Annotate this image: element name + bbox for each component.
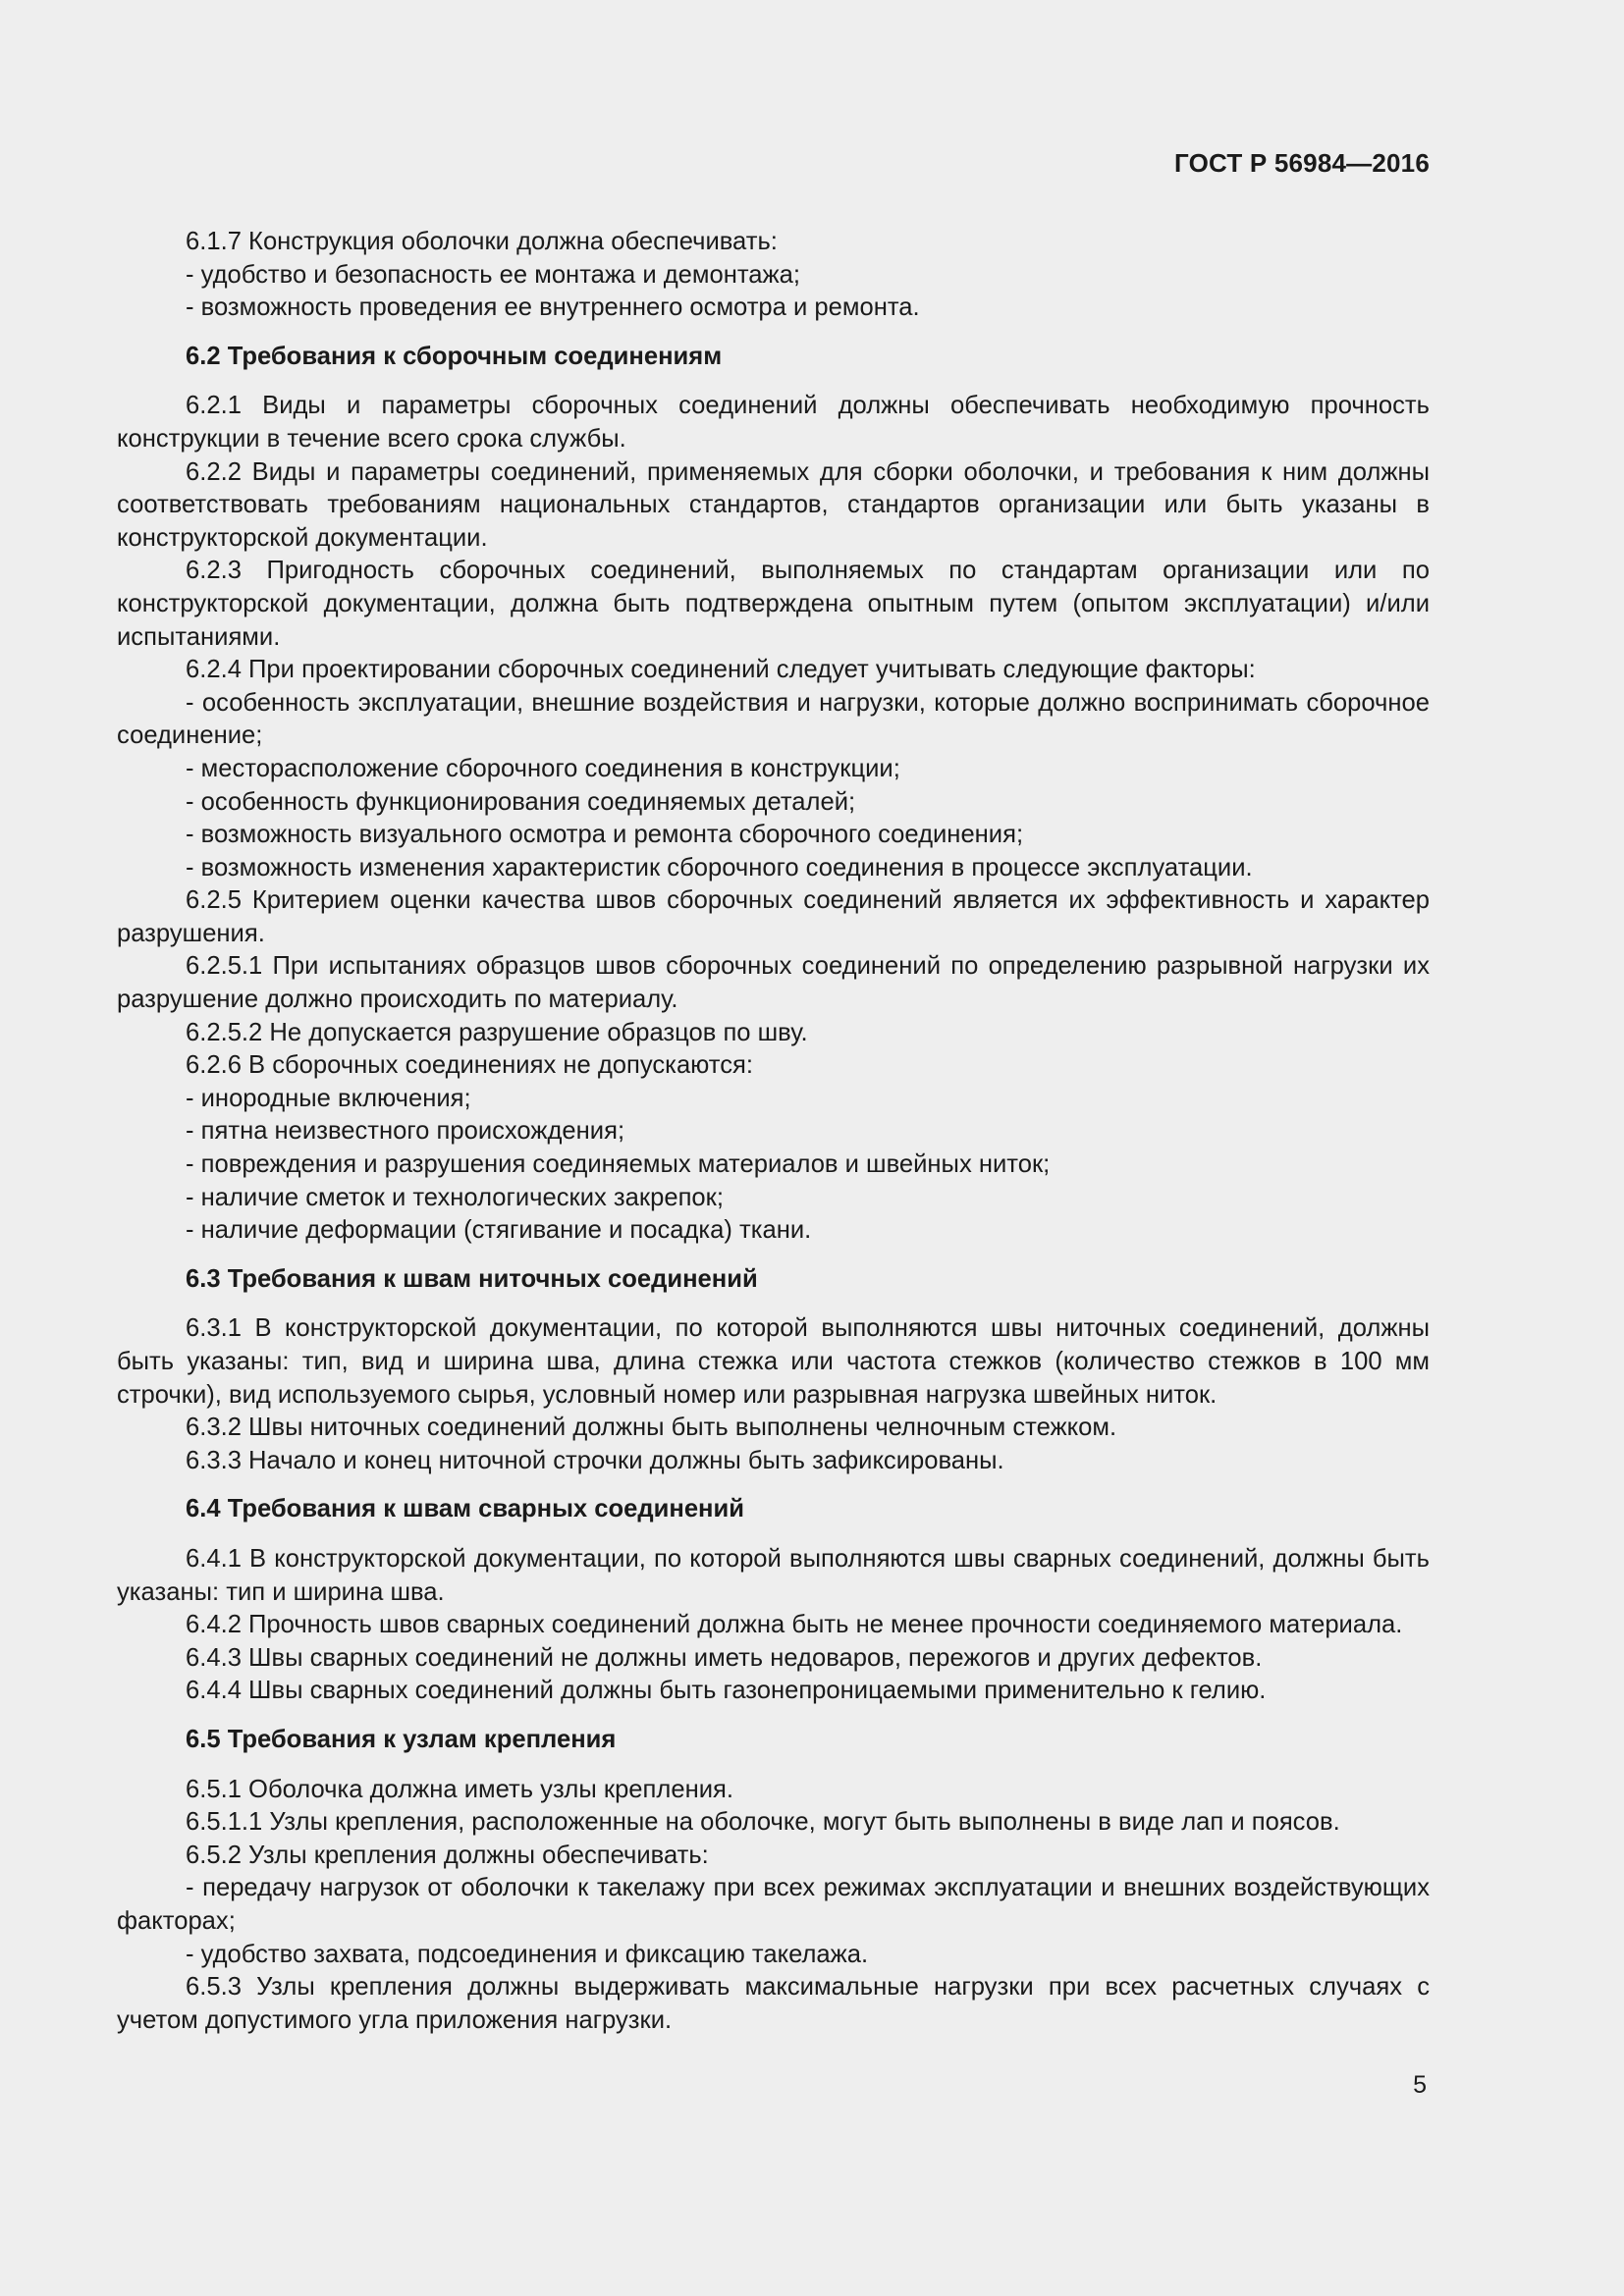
paragraph: 6.5.1 Оболочка должна иметь узлы крепления. xyxy=(186,1775,733,1803)
paragraph: 6.5.3 Узлы крепления должны выдерживать максимальные нагрузки при всех расчетных случаях с учетом допустимого угла приложения нагрузки. xyxy=(117,1973,1430,2034)
paragraph: 6.3.3 Начало и конец ниточной строчки должны быть зафиксированы. xyxy=(186,1446,1004,1474)
paragraph: - особенность эксплуатации, внешние воздействия и нагрузки, которые должно воспринимать сборочное соединение; xyxy=(117,688,1430,750)
paragraph: 6.3.1 В конструкторской документации, по которой выполняются швы ниточных соединений, должны быть указаны: тип, вид и ширина шва, длина стежка или частота стежков (количество стежков в 100 мм строчки), вид используемого сырья, условный номер или разрывная нагрузка швейных ниток. xyxy=(117,1314,1430,1409)
paragraph: - месторасположение сборочного соединения в конструкции; xyxy=(186,754,900,782)
paragraph: 6.4.2 Прочность швов сварных соединений должна быть не менее прочности соединяемого материала. xyxy=(186,1611,1403,1639)
paragraph: 6.2.5 Критерием оценки качества швов сборочных соединений является их эффективность и характер разрушения. xyxy=(117,886,1430,947)
paragraph: 6.3.2 Швы ниточных соединений должны быть выполнены челночным стежком. xyxy=(186,1414,1117,1442)
paragraph: 6.2.5.2 Не допускается разрушение образцов по шву. xyxy=(186,1018,808,1046)
paragraph: 6.5.1.1 Узлы крепления, расположенные на оболочке, могут быть выполнены в виде лап и поясов. xyxy=(186,1808,1340,1837)
section-heading: 6.5 Требования к узлам крепления xyxy=(186,1725,617,1753)
paragraph: 6.4.3 Швы сварных соединений не должны иметь недоваров, пережогов и других дефектов. xyxy=(186,1643,1263,1672)
paragraph: - инородные включения; xyxy=(186,1084,471,1112)
section-heading: 6.4 Требования к швам сварных соединений xyxy=(186,1495,744,1523)
paragraph: 6.1.7 Конструкция оболочки должна обеспечивать: xyxy=(186,228,778,255)
paragraph: 6.2.3 Пригодность сборочных соединений, выполняемых по стандартам организации или по конструкторской документации, должна быть подтверждена опытным путем (опытом эксплуатации) и/или испытаниями. xyxy=(117,557,1430,651)
paragraph: 6.5.2 Узлы крепления должны обеспечивать: xyxy=(186,1841,709,1869)
paragraph: - повреждения и разрушения соединяемых материалов и швейных ниток; xyxy=(186,1150,1051,1179)
section-heading: 6.2 Требования к сборочным соединениям xyxy=(186,342,723,370)
paragraph: - пятна неизвестного происхождения; xyxy=(186,1117,625,1146)
page-number: 5 xyxy=(1413,2071,1427,2099)
paragraph: - удобство и безопасность ее монтажа и демонтажа; xyxy=(186,260,800,289)
paragraph: 6.2.4 При проектировании сборочных соединений следует учитывать следующие факторы: xyxy=(186,656,1256,684)
paragraph: 6.2.5.1 При испытаниях образцов швов сборочных соединений по определению разрывной нагрузки их разрушение должно происходить по материалу. xyxy=(117,952,1430,1014)
paragraph: 6.2.6 В сборочных соединениях не допускаются: xyxy=(186,1051,754,1080)
paragraph: 6.4.4 Швы сварных соединений должны быть газонепроницаемыми применительно к гелию. xyxy=(186,1677,1267,1705)
paragraph: - возможность изменения характеристик сборочного соединения в процессе эксплуатации. xyxy=(186,853,1253,881)
paragraph: - наличие деформации (стягивание и посадка) ткани. xyxy=(186,1216,812,1245)
paragraph: - возможность визуального осмотра и ремонта сборочного соединения; xyxy=(186,821,1024,849)
document-header: ГОСТ Р 56984—2016 xyxy=(1174,148,1430,178)
paragraph: - особенность функционирования соединяемых деталей; xyxy=(186,787,856,816)
section-heading: 6.3 Требования к швам ниточных соединений xyxy=(186,1264,758,1293)
paragraph: - передачу нагрузок от оболочки к такелажу при всех режимах эксплуатации и внешних воздействующих факторах; xyxy=(117,1874,1430,1935)
paragraph: 6.2.1 Виды и параметры сборочных соединений должны обеспечивать необходимую прочность конструкции в течение всего срока службы. xyxy=(117,392,1430,453)
document-body xyxy=(117,226,1430,2037)
paragraph: 6.4.1 В конструкторской документации, по которой выполняются швы сварных соединений, должны быть указаны: тип и ширина шва. xyxy=(117,1544,1430,1606)
paragraph: - удобство захвата, подсоединения и фиксацию такелажа. xyxy=(186,1940,869,1968)
paragraph: - наличие сметок и технологических закрепок; xyxy=(186,1183,724,1211)
paragraph: - возможность проведения ее внутреннего осмотра и ремонта. xyxy=(186,294,920,322)
paragraph: 6.2.2 Виды и параметры соединений, применяемых для сборки оболочки, и требования к ним должны соответствовать требованиям национальных стандартов, стандартов организации или быть указаны в конструкторской документации. xyxy=(117,457,1430,552)
